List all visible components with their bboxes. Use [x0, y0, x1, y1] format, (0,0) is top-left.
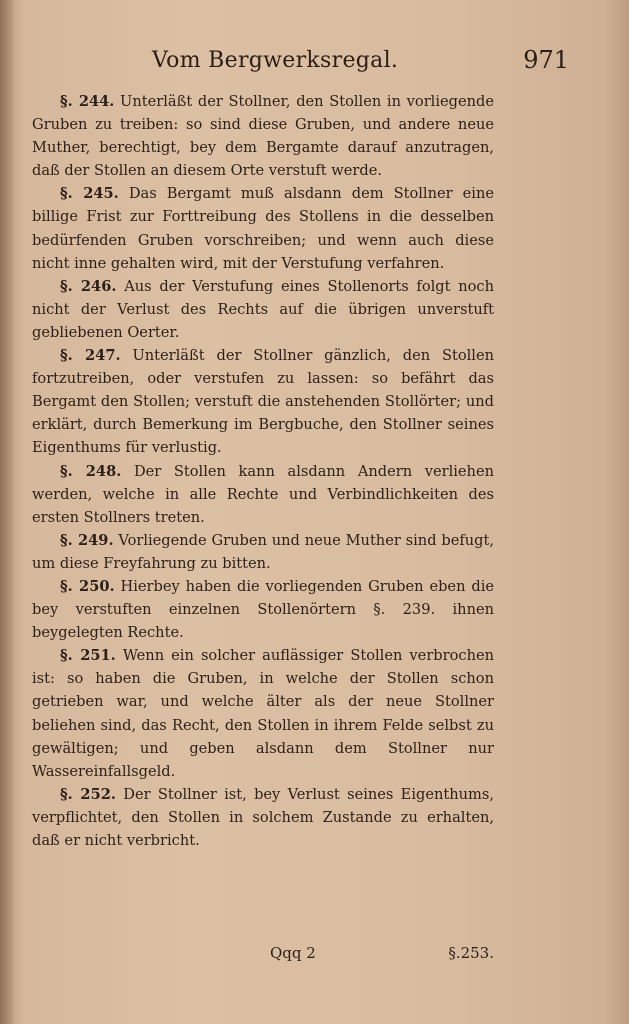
paragraph-text: Unterläßt der Stollner gänzlich, den Stollen fortzutreiben, oder verstufen zu lassen: so befährt das Bergamt den Stollen; verstuft die anstehenden Stollörter; und erklärt, durch Bemerkung im Bergbuche, den Stollner seines Eigenthums für verlustig. [32, 347, 494, 457]
section-number: §. 252. [60, 785, 116, 803]
paragraph-248 [32, 460, 494, 529]
body-text [32, 90, 494, 852]
paragraph-text: Aus der Verstufung eines Stollenorts folgt noch nicht der Verlust des Rechts auf die übrigen unverstuft gebliebenen Oerter. [32, 277, 495, 341]
page-header [60, 44, 569, 84]
paragraph-245 [32, 182, 494, 274]
section-number: §. 250. [60, 577, 115, 595]
binding-edge [0, 0, 14, 1024]
paragraph-251 [32, 644, 494, 783]
paragraph-249 [32, 529, 494, 575]
paragraph-252 [32, 783, 494, 852]
paragraph-text: Wenn ein solcher auflässiger Stollen verbrochen ist: so haben die Gruben, in welche der Stollen schon getrieben war, und welche älter als der neue Stollner beliehen sind, das Recht, den Stollen in ihrem Felde selbst zu gewältigen; und geben alsdann dem Stollner nur Wassereinfallsgeld. [32, 647, 495, 780]
running-head: Vom Bergwerksregal. [152, 48, 399, 73]
catchword: §.253. [448, 944, 494, 962]
paragraph-244 [32, 90, 494, 182]
section-number: §. 245. [60, 185, 119, 203]
section-number: §. 246. [60, 277, 117, 295]
paragraph-text: Das Bergamt muß alsdann dem Stollner eine billige Frist zur Forttreibung des Stollens in die desselben bedürfenden Gruben vorschreiben; und wenn auch diese nicht inne gehalten wird, mit der Verstufung verfahren. [32, 185, 494, 272]
paragraph-text: Der Stollen kann alsdann Andern verliehen werden, welche in alle Rechte und Verbindlichkeiten des ersten Stollners treten. [32, 462, 494, 526]
paragraph-text: Unterläßt der Stollner, den Stollen in vorliegende Gruben zu treiben: so sind diese Gruben, und andere neue Muther, berechtigt, bey dem Bergamte darauf anzutragen, daß der Stollen an diesem Orte verstuft werde. [32, 93, 494, 180]
page-number: 971 [523, 46, 569, 74]
section-number: §. 249. [60, 531, 114, 549]
paragraph-247 [32, 344, 494, 459]
paragraph-text: Der Stollner ist, bey Verlust seines Eigenthums, verpflichtet, den Stollen in solchem Zustande zu erhalten, daß er nicht verbricht. [32, 785, 495, 849]
printer-signature: Qqq 2 [270, 944, 316, 962]
section-number: §. 247. [60, 347, 121, 365]
section-number: §. 248. [60, 462, 122, 480]
section-number: §. 251. [60, 647, 116, 665]
section-number: §. 244. [60, 93, 115, 110]
paragraph-250 [32, 575, 494, 644]
paragraph-text: Vorliegende Gruben und neue Muther sind befugt, um diese Freyfahrung zu bitten. [32, 531, 494, 572]
paragraph-text: Hierbey haben die vorliegenden Gruben eben die bey verstuften einzelnen Stollenörtern §. 239. ihnen beygelegten Rechte. [32, 577, 495, 642]
page-footer [32, 944, 494, 972]
paragraph-246 [32, 275, 494, 344]
